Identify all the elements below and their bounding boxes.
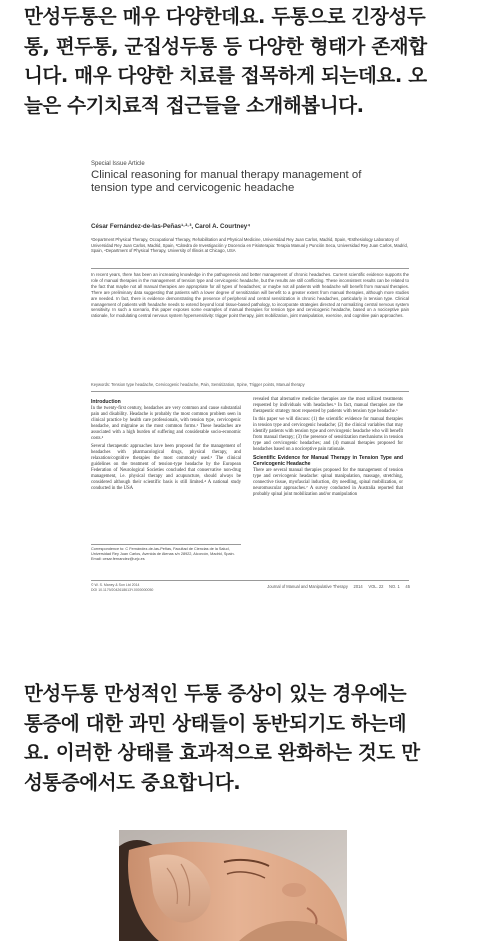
paper-paragraph: revealed that alternative medicine therapies are the most utilized treatments requested by individuals with headaches.⁵ In fact, manual therapies are the therapeutic strategy most requested by patients with tension type headache.⁶ (253, 397, 403, 415)
manual-therapy-photo (119, 830, 347, 941)
paper-left-column (91, 397, 241, 494)
closing-paragraph: 만성두통 만성적인 두통 증상이 있는 경우에는 통증에 대한 과민 상태들이 동반되기도 하는데 요. 이러한 상태를 효과적으로 완화하는 것도 만 성통증에서도 중요합니다. (24, 682, 420, 794)
divider (91, 580, 409, 581)
paper-footer-journal: Journal of Manual and Manipulative Therapy 2014 VOL. 22 NO. 1 45 (267, 584, 410, 589)
therapy-photo-illustration (119, 830, 347, 941)
paper-paragraph: In this paper we will discuss: (1) the scientific evidence for manual therapies in tension type and cervicogenic headache; (2) the clinical variables that may identify patients with tension type and cervicogenic headache who will benefit from manual therapy; (3) the presence of sensitization mechanisms in tension type and cervicogenic headaches; and (4) manual therapies proposed for headaches based on a nociceptive pain rationale. (253, 416, 403, 452)
paper-right-column (253, 397, 403, 500)
introduction-heading: Introduction (91, 399, 121, 405)
paper-keywords: Keywords: Tension type headache, Cervicogenic headache, Pain, Sensitization, Spine, Trigger points, Manual therapy (91, 382, 305, 387)
section-heading: Scientific Evidence for Manual Therapy in Tension Type and Cervicogenic Headache (253, 454, 403, 467)
paper-paragraph: There are several manual therapies proposed for the management of tension type and cervicogenic headache: spinal manipulation, massage, stretching, connective tissue, myofascial induction, dry needling, spinal mobilization, or neuromuscular approaches.⁷ A survey conducted in Australia reported that probably spinal joint mobilization and/or manipulation (253, 467, 403, 498)
paper-footer-doi: © W. S. Maney & Son Ltd 2014 DOI 10.1179/2042618613Y.0000000050 (91, 583, 154, 592)
paper-correspondence: Correspondence to: C Fernández-de-las-Peñas, Facultad de Ciencias de la Salud, Universidad Rey Juan Carlos, Avenida de Atenas s/n 28922, Alcorcón, Madrid, Spain. Email: cesar.fernandez@urjc.es (91, 547, 235, 561)
paper-authors: César Fernández-de-las-Peñas¹·²·³, Carol A. Courtney⁴ (91, 223, 251, 230)
intro-paragraph: 만성두통은 매우 다양한데요. 두통으로 긴장성두 통, 편두통, 군집성두통 등 다양한 형태가 존재합 니다. 매우 다양한 치료를 접목하게 되는데요. 오 늘은 수기치료적 접근들을 소개해봅니다. (24, 5, 427, 117)
paper-title: Clinical reasoning for manual therapy management of tension type and cervicogenic headache (91, 169, 362, 194)
paper-abstract: In recent years, there has been an increasing knowledge in the pathogenesis and better management of chronic headaches. Current scientific evidence supports the role of manual therapies in the management of tension type and cervicogenic headache, but the results are still conflicting. These inconsistent results can be related to the fact that maybe not all manual therapies are appropriate for all types of headaches; or maybe not all patients with headache will benefit from manual therapies. There are preliminary data suggesting that patients with a lower degree of sensitization will benefit to a greater extent from manual therapies, although more studies are needed. In fact, there is evidence demonstrating the presence of peripheral and central sensitization in chronic headaches, particularly in tension type. Clinical management of patients with headache needs to extend beyond local tissue-based pathology, to incorporate strategies directed at normalizing central nervous system sensitivity. In such a scenario, this paper exposes some examples of manual therapies for tension type and cervicogenic headache, based on a nociceptive pain rationale, for modulating central nervous system hypersensitivity: trigger point therapy, joint mobilization, joint manipulation, exercise, and cognitive pain approaches. (91, 272, 409, 319)
divider (91, 544, 241, 545)
paper-paragraph: Several therapeutic approaches have been proposed for the management of headaches with pharmacological drugs, physical therapy, and relaxation/cognitive therapies the most commonly used.³ The clinical guidelines on the treatment of tension-type headache by the European Federation of Neurological Societies concluded that conservative non-drug management, i.e. physical therapy and acupuncture, should always be considered although their scientific basis is still limited.⁴ A national study conducted in the USA (91, 443, 241, 492)
paper-article-type: Special Issue Article (91, 161, 145, 167)
paper-paragraph: In the twenty-first century, headaches are very common and cause substantial pain and disability. Headache is probably the most common problem seen in clinical practice by health care professionals, with tension type, cervicogenic headache, and migraine as the most common forms.¹ These headaches are associated with a high burden of suffering and considerable socio-economic costs.² (91, 406, 241, 442)
divider (91, 391, 409, 392)
paper-affiliations: ¹Department Physical Therapy, Occupational Therapy, Rehabilitation and Physical Medicine, Universidad Rey Juan Carlos, Madrid, Spain, ²Esthesiology Laboratory of Universidad Rey Juan Carlos, Madrid, Spain, ³Cátedra de Investigación y Docencia en Fisioterapia: Terapia Manual y Punción Seca, Universidad Rey Juan Carlos, Madrid, Spain, ⁴Department of Physical Therapy, University of Illinois at Chicago, USA (91, 237, 408, 254)
divider (91, 268, 409, 269)
paper-image (88, 155, 414, 597)
